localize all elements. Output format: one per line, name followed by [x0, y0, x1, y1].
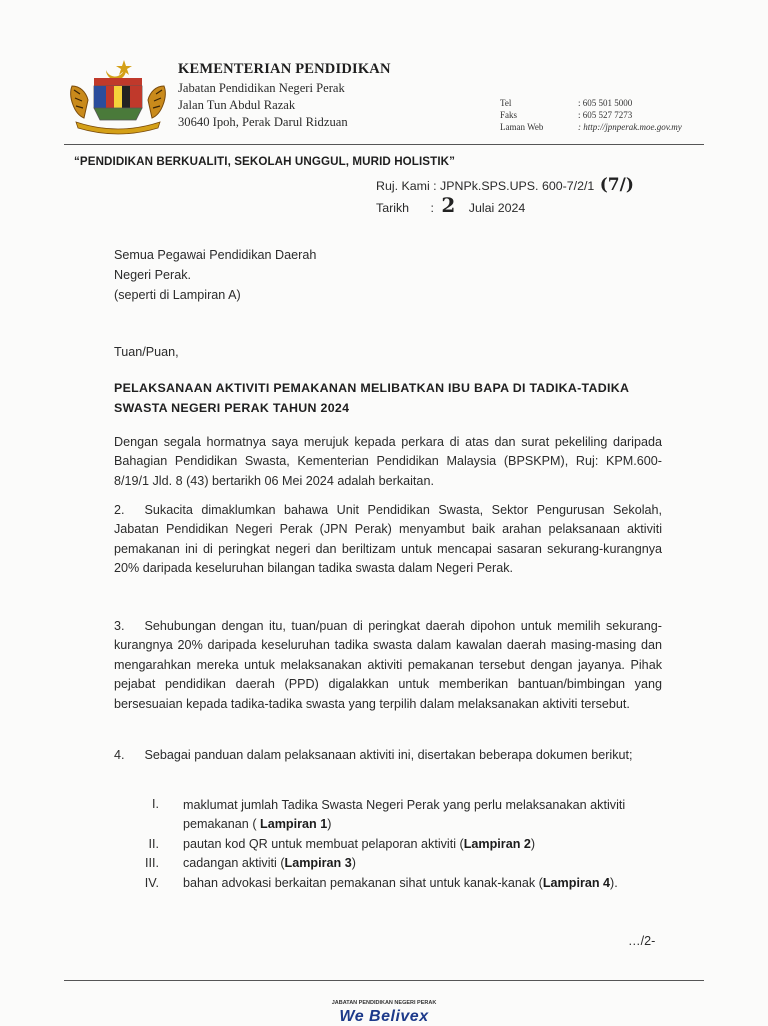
list-item — [183, 854, 663, 873]
attachment-reference: Lampiran 1 — [256, 817, 328, 831]
contact-value-tel: : 605 501 5000 — [578, 98, 633, 108]
attachment-reference: Lampiran 2 — [463, 837, 531, 851]
letter-subject: PELAKSANAAN AKTIVITI PEMAKANAN MELIBATKAN IBU BAPA DI TADIKA-TADIKA SWASTA NEGERI PERAK TAHUN 2024 — [114, 381, 629, 415]
footer-divider — [64, 980, 704, 981]
list-number: II. — [148, 837, 159, 851]
list-item-text: cadangan aktiviti ( — [183, 856, 285, 870]
paragraph-4 — [114, 746, 662, 765]
page-continuation-marker: …/2- — [628, 934, 656, 948]
motto: “PENDIDIKAN BERKUALITI, SEKOLAH UNGGUL, MURID HOLISTIK” — [74, 155, 456, 168]
list-number: IV. — [144, 876, 159, 890]
paragraph-text: Sebagai panduan dalam pelaksanaan aktiviti ini, disertakan beberapa dokumen berikut; — [144, 748, 633, 762]
paragraph-number: 4. — [114, 748, 125, 762]
reference-number — [376, 175, 634, 195]
contact-value-fax: : 605 527 7273 — [578, 110, 633, 120]
footer-logo — [314, 1000, 454, 1024]
address-line: Jalan Tun Abdul Razak — [178, 98, 296, 112]
list-item — [183, 835, 663, 854]
paragraph-text: Sehubungan dengan itu, tuan/puan di peringkat daerah dipohon untuk memilih sekurang-kurangnya 20% daripada keseluruhan tadika swasta dalam kawalan daerah masing-masing dan mengarahkan mereka untuk melaksanakan aktiviti pemakanan tersebut dengan jayanya. Pihak pejabat pendidikan daerah (PPD) digalakkan untuk memberikan bantuan/bimbingan yang bersesuaian kepada tadika-tadika swasta yang terpilih dalam melaksanakan aktiviti tersebut. — [114, 619, 662, 711]
date-separator: : — [430, 201, 434, 215]
address-line: Jabatan Pendidikan Negeri Perak — [178, 81, 345, 95]
date-label: Tarikh — [376, 201, 410, 215]
letterhead-divider — [64, 144, 704, 145]
list-item-text: pautan kod QR untuk membuat pelaporan aktiviti ( — [183, 837, 464, 851]
attachment-reference: Lampiran 3 — [284, 856, 352, 870]
recipient-line: Negeri Perak. — [114, 268, 191, 282]
list-number: I. — [152, 797, 159, 811]
footer-logo-brand: We Belivex — [339, 1008, 429, 1025]
salutation: Tuan/Puan, — [114, 345, 179, 359]
list-item-tail: ). — [610, 876, 618, 890]
list-number: III. — [145, 856, 159, 870]
paragraph-text: Sukacita dimaklumkan bahawa Unit Pendidikan Swasta, Sektor Pengurusan Sekolah, Jabatan Pendidikan Negeri Perak (JPN Perak) menyambut baik arahan pelaksanaan aktiviti pemakanan ini di peringkat negeri dan beriltizam untuk mencapai sasaran sekurang-kurangnya 20% daripada keseluruhan bilangan tadika swasta dalam Negeri Perak. — [114, 503, 662, 576]
contact-label-tel: Tel — [500, 98, 512, 108]
footer-logo-caption: JABATAN PENDIDIKAN NEGERI PERAK — [331, 1000, 437, 1006]
reference-text: Ruj. Kami : JPNPk.SPS.UPS. 600-7/2/1 — [376, 179, 595, 193]
recipient-line: (seperti di Lampiran A) — [114, 288, 241, 302]
list-item-tail: ) — [351, 856, 356, 870]
list-item-text: maklumat jumlah Tadika Swasta Negeri Perak yang perlu melaksanakan aktiviti pemakanan ( — [183, 798, 626, 831]
paragraph-2 — [114, 501, 662, 579]
paragraph-number: 3. — [114, 619, 125, 633]
contact-label-fax: Faks — [500, 110, 518, 120]
recipient-line: Semua Pegawai Pendidikan Daerah — [114, 248, 317, 262]
list-item — [183, 796, 663, 834]
attachment-reference: Lampiran 4 — [542, 876, 611, 890]
list-item-tail: ) — [327, 817, 332, 831]
paragraph-number: 2. — [114, 503, 125, 517]
handwritten-day: 2 — [441, 193, 456, 217]
date-month-year: Julai 2024 — [468, 201, 526, 215]
handwritten-reference: (7/) — [599, 175, 634, 195]
list-item — [183, 874, 663, 893]
contact-label-web: Laman Web — [500, 122, 544, 132]
date-line — [376, 193, 525, 217]
list-item-text: bahan advokasi berkaitan pemakanan sihat untuk kanak-kanak ( — [183, 876, 543, 890]
address-line: 30640 Ipoh, Perak Darul Ridzuan — [178, 115, 348, 129]
contact-value-web[interactable]: : http://jpnperak.moe.gov.my — [578, 122, 682, 132]
list-item-tail: ) — [530, 837, 536, 851]
coat-of-arms-icon — [66, 56, 170, 136]
ministry-name: KEMENTERIAN PENDIDIKAN — [178, 61, 391, 77]
paragraph-3 — [114, 617, 662, 714]
paragraph-1: Dengan segala hormatnya saya merujuk kepada perkara di atas dan surat pekeliling daripada Bahagian Pendidikan Swasta, Kementerian Pendidikan Malaysia (BPSKPM), Ruj: KPM.600-8/19/1 Jld. 8 (43) bertarikh 06 Mei 2024 adalah berkaitan. — [114, 435, 662, 488]
